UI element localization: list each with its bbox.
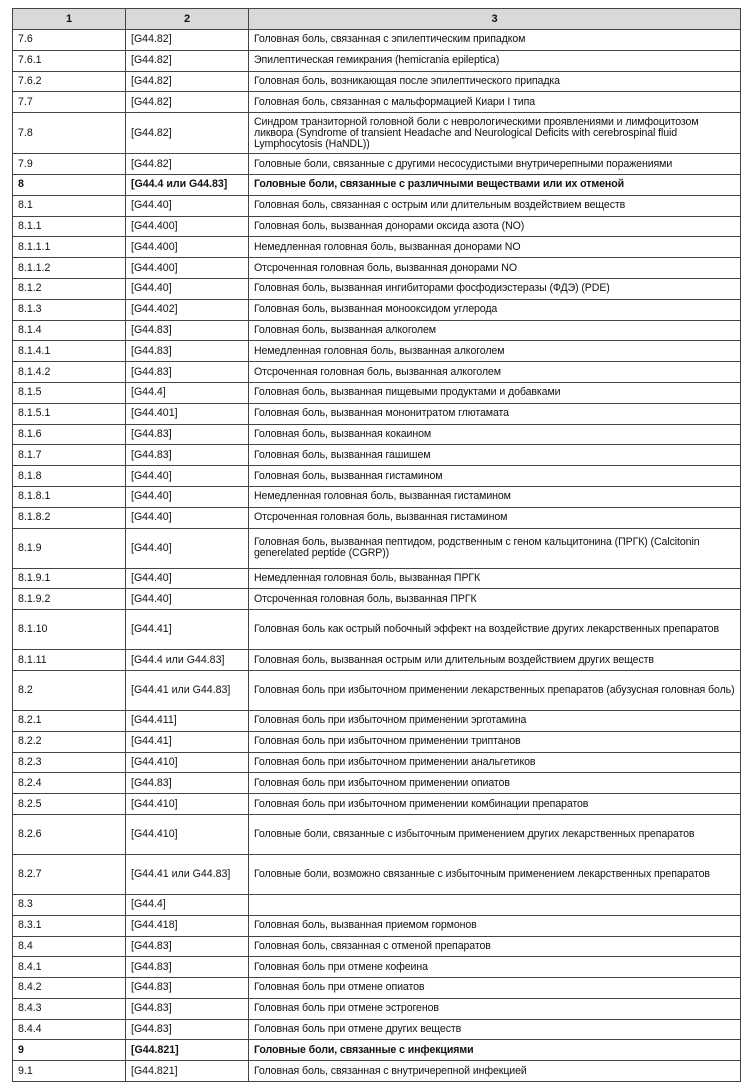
icd-code-cell: [G44.41 или G44.83]	[126, 854, 249, 894]
description-cell: Головная боль, вызванная ингибиторами фосфодиэстеразы (ФДЭ) (PDE)	[249, 278, 741, 299]
description-cell: Головная боль, связанная с эпилептическим припадком	[249, 30, 741, 51]
table-row	[13, 113, 741, 154]
description-cell: Головная боль при отмене других веществ	[249, 1019, 741, 1040]
code-cell: 9	[13, 1040, 126, 1061]
description-cell: Эпилептическая гемикрания (hemicrania epileptica)	[249, 50, 741, 71]
code-cell: 8.1.7	[13, 445, 126, 466]
icd-code-cell: [G44.83]	[126, 773, 249, 794]
code-cell: 8.2.7	[13, 854, 126, 894]
table-row	[13, 362, 741, 383]
table-row	[13, 894, 741, 915]
table-row	[13, 731, 741, 752]
icd-code-cell: [G44.402]	[126, 299, 249, 320]
code-cell: 8.1.8	[13, 466, 126, 487]
table-row	[13, 752, 741, 773]
code-cell: 8.4.1	[13, 957, 126, 978]
table-row	[13, 507, 741, 528]
table-row	[13, 568, 741, 589]
code-cell: 8.1.1.2	[13, 258, 126, 279]
icd-code-cell: [G44.82]	[126, 154, 249, 175]
table-row	[13, 424, 741, 445]
icd-code-cell: [G44.400]	[126, 237, 249, 258]
table-body	[13, 30, 741, 1082]
code-cell: 8.1.2	[13, 278, 126, 299]
code-cell: 8.1.9.2	[13, 589, 126, 610]
description-cell: Отсроченная головная боль, вызванная донорами NO	[249, 258, 741, 279]
table-row	[13, 1040, 741, 1061]
table-row	[13, 341, 741, 362]
classification-table	[12, 8, 741, 1082]
description-cell: Синдром транзиторной головной боли с неврологическими проявлениями и лимфоцитозом ликвора (Syndrome of transient Headache and Neurological Deficits with cerebrospinal fluid Lymphocytosis (HaNDL))	[249, 113, 741, 154]
description-cell: Головная боль, вызванная пептидом, родственным с геном кальцитонина (ПРГК) (Calcitonin generelated peptide (CGRP))	[249, 528, 741, 568]
icd-code-cell: [G44.821]	[126, 1061, 249, 1082]
table-row	[13, 998, 741, 1019]
icd-code-cell: [G44.83]	[126, 1019, 249, 1040]
table-header	[13, 9, 741, 30]
description-cell: Головные боли, возможно связанные с избыточным применением лекарственных препаратов	[249, 854, 741, 894]
icd-code-cell: [G44.400]	[126, 216, 249, 237]
code-cell: 8.1.4.2	[13, 362, 126, 383]
code-cell: 8.2.5	[13, 794, 126, 815]
icd-code-cell: [G44.82]	[126, 50, 249, 71]
icd-code-cell: [G44.82]	[126, 30, 249, 51]
table-row	[13, 299, 741, 320]
icd-code-cell: [G44.83]	[126, 978, 249, 999]
table-row	[13, 30, 741, 51]
icd-code-cell: [G44.83]	[126, 362, 249, 383]
description-cell: Головная боль при избыточном применении анальгетиков	[249, 752, 741, 773]
table-row	[13, 610, 741, 650]
code-cell: 8.4	[13, 936, 126, 957]
code-cell: 8	[13, 174, 126, 195]
description-cell: Головная боль, связанная с острым или длительным воздействием веществ	[249, 195, 741, 216]
description-cell: Головная боль при избыточном применении эрготамина	[249, 710, 741, 731]
table-row	[13, 258, 741, 279]
description-cell: Головная боль, вызванная мононитратом глютамата	[249, 403, 741, 424]
code-cell: 8.4.3	[13, 998, 126, 1019]
table-row	[13, 486, 741, 507]
description-cell: Головная боль при отмене эстрогенов	[249, 998, 741, 1019]
description-cell: Головная боль при избыточном применении опиатов	[249, 773, 741, 794]
table-row	[13, 670, 741, 710]
description-cell: Отсроченная головная боль, вызванная гистамином	[249, 507, 741, 528]
icd-code-cell: [G44.411]	[126, 710, 249, 731]
description-cell: Головная боль при избыточном применении лекарственных препаратов (абузусная головная боль)	[249, 670, 741, 710]
code-cell: 7.8	[13, 113, 126, 154]
icd-code-cell: [G44.83]	[126, 424, 249, 445]
code-cell: 8.1.4.1	[13, 341, 126, 362]
description-cell: Головная боль при отмене кофеина	[249, 957, 741, 978]
table-row	[13, 957, 741, 978]
icd-code-cell: [G44.40]	[126, 568, 249, 589]
description-cell: Отсроченная головная боль, вызванная ПРГК	[249, 589, 741, 610]
icd-code-cell: [G44.83]	[126, 341, 249, 362]
description-cell: Головная боль при избыточном применении комбинации препаратов	[249, 794, 741, 815]
table-row	[13, 710, 741, 731]
description-cell: Головная боль, вызванная пищевыми продуктами и добавками	[249, 382, 741, 403]
description-cell: Головная боль при отмене опиатов	[249, 978, 741, 999]
description-cell: Немедленная головная боль, вызванная донорами NO	[249, 237, 741, 258]
icd-code-cell: [G44.41]	[126, 731, 249, 752]
table-row	[13, 403, 741, 424]
icd-code-cell: [G44.40]	[126, 486, 249, 507]
table-row	[13, 278, 741, 299]
description-cell: Головная боль, связанная с внутричерепной инфекцией	[249, 1061, 741, 1082]
description-cell: Головная боль, вызванная монооксидом углерода	[249, 299, 741, 320]
description-cell: Головная боль, вызванная гашишем	[249, 445, 741, 466]
table-row	[13, 1061, 741, 1082]
code-cell: 8.1.1	[13, 216, 126, 237]
description-cell: Головные боли, связанные с другими несосудистыми внутричерепными поражениями	[249, 154, 741, 175]
header-row	[13, 9, 741, 30]
code-cell: 8.1.9	[13, 528, 126, 568]
table-row	[13, 50, 741, 71]
icd-code-cell: [G44.83]	[126, 936, 249, 957]
table-row	[13, 154, 741, 175]
icd-code-cell: [G44.401]	[126, 403, 249, 424]
description-cell: Головная боль, вызванная алкоголем	[249, 320, 741, 341]
description-cell: Немедленная головная боль, вызванная гистамином	[249, 486, 741, 507]
table-row	[13, 445, 741, 466]
icd-code-cell: [G44.83]	[126, 445, 249, 466]
code-cell: 8.1.10	[13, 610, 126, 650]
code-cell: 8.1.5.1	[13, 403, 126, 424]
description-cell: Головные боли, связанные с избыточным применением других лекарственных препаратов	[249, 814, 741, 854]
icd-code-cell: [G44.40]	[126, 528, 249, 568]
description-cell: Головная боль, связанная с мальформацией Киари I типа	[249, 92, 741, 113]
code-cell: 8.4.2	[13, 978, 126, 999]
icd-code-cell: [G44.83]	[126, 998, 249, 1019]
code-cell: 8.1	[13, 195, 126, 216]
code-cell: 8.1.1.1	[13, 237, 126, 258]
icd-code-cell: [G44.400]	[126, 258, 249, 279]
table-row	[13, 466, 741, 487]
code-cell: 8.3	[13, 894, 126, 915]
description-cell: Головная боль, возникающая после эпилептического припадка	[249, 71, 741, 92]
description-cell: Немедленная головная боль, вызванная ПРГК	[249, 568, 741, 589]
header-col-2: 2	[126, 9, 249, 30]
table-row	[13, 174, 741, 195]
table-row	[13, 92, 741, 113]
icd-code-cell: [G44.40]	[126, 589, 249, 610]
table-row	[13, 650, 741, 671]
table-row	[13, 589, 741, 610]
code-cell: 8.3.1	[13, 915, 126, 936]
icd-code-cell: [G44.4]	[126, 894, 249, 915]
description-cell	[249, 894, 741, 915]
table-row	[13, 195, 741, 216]
code-cell: 8.1.11	[13, 650, 126, 671]
code-cell: 8.2.1	[13, 710, 126, 731]
description-cell: Головные боли, связанные с различными веществами или их отменой	[249, 174, 741, 195]
table-row	[13, 854, 741, 894]
code-cell: 9.1	[13, 1061, 126, 1082]
code-cell: 8.1.8.1	[13, 486, 126, 507]
icd-code-cell: [G44.4]	[126, 382, 249, 403]
description-cell: Головная боль, вызванная гистамином	[249, 466, 741, 487]
code-cell: 8.2	[13, 670, 126, 710]
table-row	[13, 915, 741, 936]
icd-code-cell: [G44.83]	[126, 320, 249, 341]
icd-code-cell: [G44.410]	[126, 814, 249, 854]
table-row	[13, 71, 741, 92]
table-row	[13, 794, 741, 815]
icd-code-cell: [G44.410]	[126, 794, 249, 815]
icd-code-cell: [G44.40]	[126, 195, 249, 216]
code-cell: 8.1.5	[13, 382, 126, 403]
header-col-3: 3	[249, 9, 741, 30]
code-cell: 7.7	[13, 92, 126, 113]
icd-code-cell: [G44.41 или G44.83]	[126, 670, 249, 710]
code-cell: 7.6.2	[13, 71, 126, 92]
code-cell: 8.2.2	[13, 731, 126, 752]
table-row	[13, 528, 741, 568]
description-cell: Головные боли, связанные с инфекциями	[249, 1040, 741, 1061]
table-row	[13, 978, 741, 999]
icd-code-cell: [G44.4 или G44.83]	[126, 174, 249, 195]
description-cell: Головная боль, вызванная приемом гормонов	[249, 915, 741, 936]
icd-code-cell: [G44.4 или G44.83]	[126, 650, 249, 671]
description-cell: Головная боль, вызванная донорами оксида азота (NO)	[249, 216, 741, 237]
icd-code-cell: [G44.82]	[126, 92, 249, 113]
icd-code-cell: [G44.82]	[126, 113, 249, 154]
table-row	[13, 814, 741, 854]
icd-code-cell: [G44.41]	[126, 610, 249, 650]
table-row	[13, 936, 741, 957]
code-cell: 8.4.4	[13, 1019, 126, 1040]
code-cell: 8.2.3	[13, 752, 126, 773]
code-cell: 7.6	[13, 30, 126, 51]
table-row	[13, 1019, 741, 1040]
description-cell: Головная боль при избыточном применении триптанов	[249, 731, 741, 752]
icd-code-cell: [G44.40]	[126, 466, 249, 487]
description-cell: Отсроченная головная боль, вызванная алкоголем	[249, 362, 741, 383]
code-cell: 8.2.6	[13, 814, 126, 854]
icd-code-cell: [G44.410]	[126, 752, 249, 773]
code-cell: 8.1.8.2	[13, 507, 126, 528]
code-cell: 7.6.1	[13, 50, 126, 71]
table-row	[13, 773, 741, 794]
description-cell: Немедленная головная боль, вызванная алкоголем	[249, 341, 741, 362]
icd-code-cell: [G44.418]	[126, 915, 249, 936]
description-cell: Головная боль как острый побочный эффект на воздействие других лекарственных препаратов	[249, 610, 741, 650]
code-cell: 8.2.4	[13, 773, 126, 794]
table-row	[13, 216, 741, 237]
description-cell: Головная боль, связанная с отменой препаратов	[249, 936, 741, 957]
code-cell: 8.1.6	[13, 424, 126, 445]
description-cell: Головная боль, вызванная острым или длительным воздействием других веществ	[249, 650, 741, 671]
icd-code-cell: [G44.40]	[126, 278, 249, 299]
table-row	[13, 237, 741, 258]
code-cell: 8.1.4	[13, 320, 126, 341]
header-col-1: 1	[13, 9, 126, 30]
icd-code-cell: [G44.83]	[126, 957, 249, 978]
code-cell: 8.1.9.1	[13, 568, 126, 589]
icd-code-cell: [G44.40]	[126, 507, 249, 528]
code-cell: 7.9	[13, 154, 126, 175]
table-row	[13, 320, 741, 341]
table-row	[13, 382, 741, 403]
code-cell: 8.1.3	[13, 299, 126, 320]
icd-code-cell: [G44.821]	[126, 1040, 249, 1061]
description-cell: Головная боль, вызванная кокаином	[249, 424, 741, 445]
icd-code-cell: [G44.82]	[126, 71, 249, 92]
